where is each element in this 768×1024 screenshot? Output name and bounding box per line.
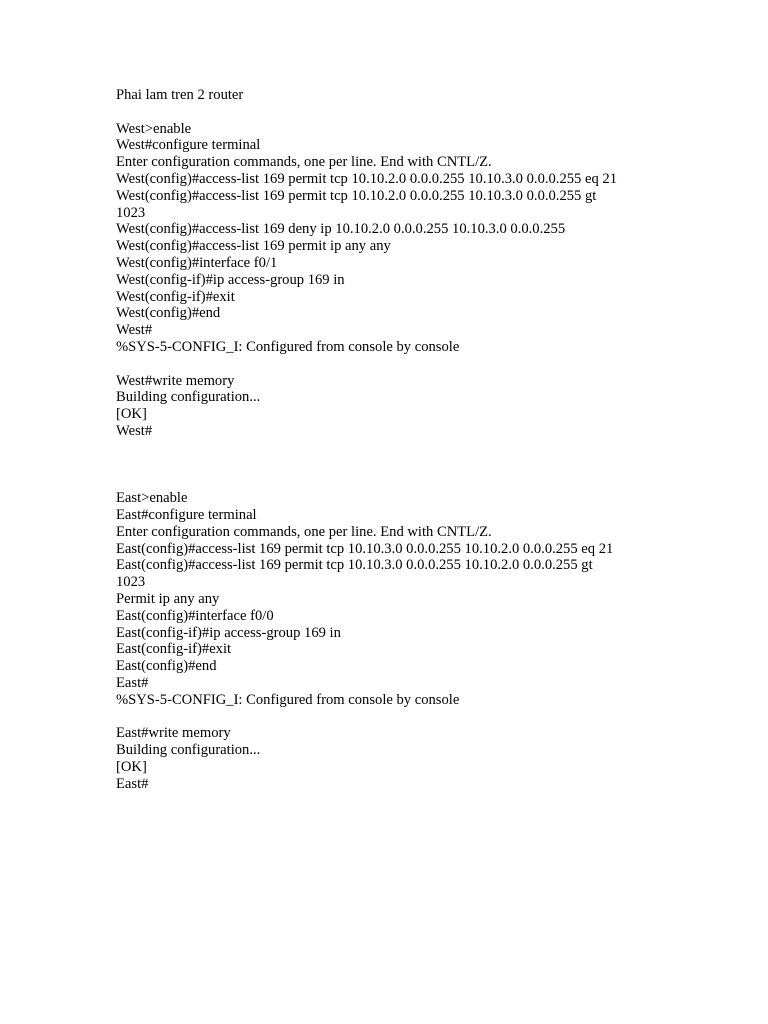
west-save-section <box>116 373 716 440</box>
config-line: West>enable <box>116 120 192 137</box>
document-heading: Phai lam tren 2 router <box>116 87 244 103</box>
config-line: East(config)#end <box>116 658 217 675</box>
config-line: East(config-if)#ip access-group 169 in <box>116 624 341 641</box>
config-line: West(config-if)#ip access-group 169 in <box>116 271 345 288</box>
document-body <box>116 87 716 792</box>
config-line: West# <box>116 322 153 339</box>
config-line: West(config)#access-list 169 deny ip 10.10.2.0 0.0.0.255 10.10.3.0 0.0.0.255 <box>116 221 566 238</box>
config-line: Permit ip any any <box>116 590 220 607</box>
config-line: West(config)#access-list 169 permit tcp 10.10.2.0 0.0.0.255 10.10.3.0 0.0.0.255 gt <box>116 187 597 204</box>
config-line: 1023 <box>116 574 146 591</box>
config-line: %SYS-5-CONFIG_I: Configured from console by console <box>116 338 460 355</box>
config-line: Enter configuration commands, one per line. End with CNTL/Z. <box>116 523 492 540</box>
blank-line <box>116 356 716 373</box>
config-line: West(config)#interface f0/1 <box>116 254 278 271</box>
config-line: East(config)#access-list 169 permit tcp 10.10.3.0 0.0.0.255 10.10.2.0 0.0.0.255 eq 21 <box>116 540 614 557</box>
config-line: East# <box>116 775 149 792</box>
config-line: East(config)#interface f0/0 <box>116 607 274 624</box>
config-line: 1023 <box>116 204 146 221</box>
config-line: East#configure terminal <box>116 506 257 523</box>
config-line: Enter configuration commands, one per line. End with CNTL/Z. <box>116 154 492 171</box>
blank-line <box>116 104 716 121</box>
config-line: %SYS-5-CONFIG_I: Configured from console by console <box>116 691 460 708</box>
config-line: East>enable <box>116 490 188 507</box>
west-router-config <box>116 121 716 356</box>
east-save-section <box>116 725 716 792</box>
config-line: East(config-if)#exit <box>116 641 232 658</box>
config-line: East(config)#access-list 169 permit tcp 10.10.3.0 0.0.0.255 10.10.2.0 0.0.0.255 gt <box>116 557 593 574</box>
east-router-config <box>116 490 716 708</box>
config-line: West(config)#access-list 169 permit tcp 10.10.2.0 0.0.0.255 10.10.3.0 0.0.0.255 eq 21 <box>116 170 618 187</box>
config-line: Building configuration... <box>116 742 261 759</box>
blank-line <box>116 708 716 725</box>
config-line: Building configuration... <box>116 389 261 406</box>
config-line: West(config)#access-list 169 permit ip any any <box>116 238 391 255</box>
config-line: West# <box>116 422 153 439</box>
section-gap <box>116 440 716 490</box>
config-line: West#write memory <box>116 372 235 389</box>
config-line: West(config-if)#exit <box>116 288 235 305</box>
config-line: [OK] <box>116 406 147 423</box>
config-line: East#write memory <box>116 725 231 742</box>
config-line: West(config)#end <box>116 305 221 322</box>
config-line: [OK] <box>116 758 147 775</box>
config-line: East# <box>116 674 149 691</box>
config-line: West#configure terminal <box>116 137 261 154</box>
